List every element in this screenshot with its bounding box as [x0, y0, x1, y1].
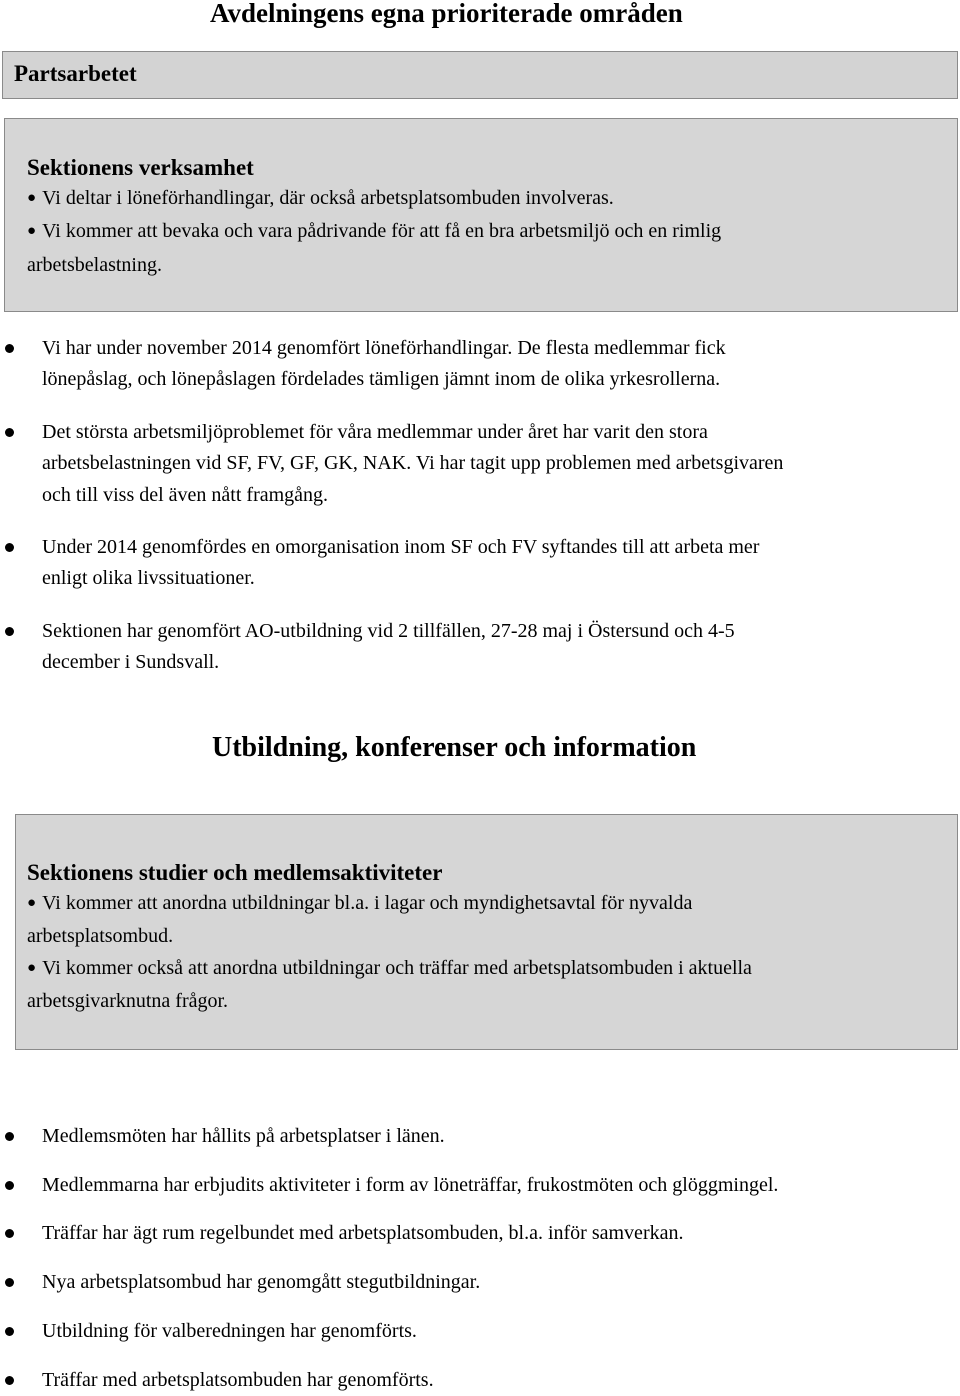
- bullet-icon: [5, 627, 14, 636]
- box1-title: Sektionens verksamhet: [27, 155, 254, 180]
- partsarbetet-label: Partsarbetet: [14, 61, 137, 86]
- partsarbetet-box: [2, 51, 958, 99]
- bullet-icon: [5, 1229, 14, 1238]
- box2-item: ● Vi kommer att anordna utbildningar bl.a. i lagar och myndighetsavtal för nyvalda arbetsplatsombud.: [27, 892, 693, 948]
- bullet-icon: [5, 1132, 14, 1141]
- box2-title: Sektionens studier och medlemsaktiviteter: [27, 860, 443, 885]
- verksamhet-box: [4, 118, 958, 312]
- box1-item: ● Vi deltar i löneförhandlingar, där också arbetsplatsombuden involveras.: [27, 187, 614, 209]
- bullet-icon: ●: [27, 223, 37, 240]
- bullet-icon: ●: [27, 190, 37, 206]
- box2-item: ● Vi kommer också att anordna utbildningar och träffar med arbetsplatsombuden i aktuella arbetsgivarknutna frågor.: [27, 956, 752, 1012]
- box1-item: ● Vi kommer att bevaka och vara pådrivande för att få en bra arbetsmiljö och en rimlig arbetsbelastning.: [27, 220, 722, 276]
- bullet-icon: [5, 1278, 14, 1287]
- page-title: Avdelningens egna prioriterade områden: [210, 0, 683, 28]
- bullet-icon: ●: [27, 895, 37, 911]
- studier-box: [15, 814, 958, 1050]
- bullet-icon: [5, 344, 14, 353]
- bullet-icon: [5, 1327, 14, 1336]
- section-heading: Utbildning, konferenser och information: [212, 732, 697, 763]
- bullet-icon: [5, 1376, 14, 1385]
- bullet-icon: [5, 543, 14, 552]
- bullet-icon: ●: [27, 959, 37, 976]
- bullet-icon: [5, 1181, 14, 1190]
- bullet-icon: [5, 428, 14, 437]
